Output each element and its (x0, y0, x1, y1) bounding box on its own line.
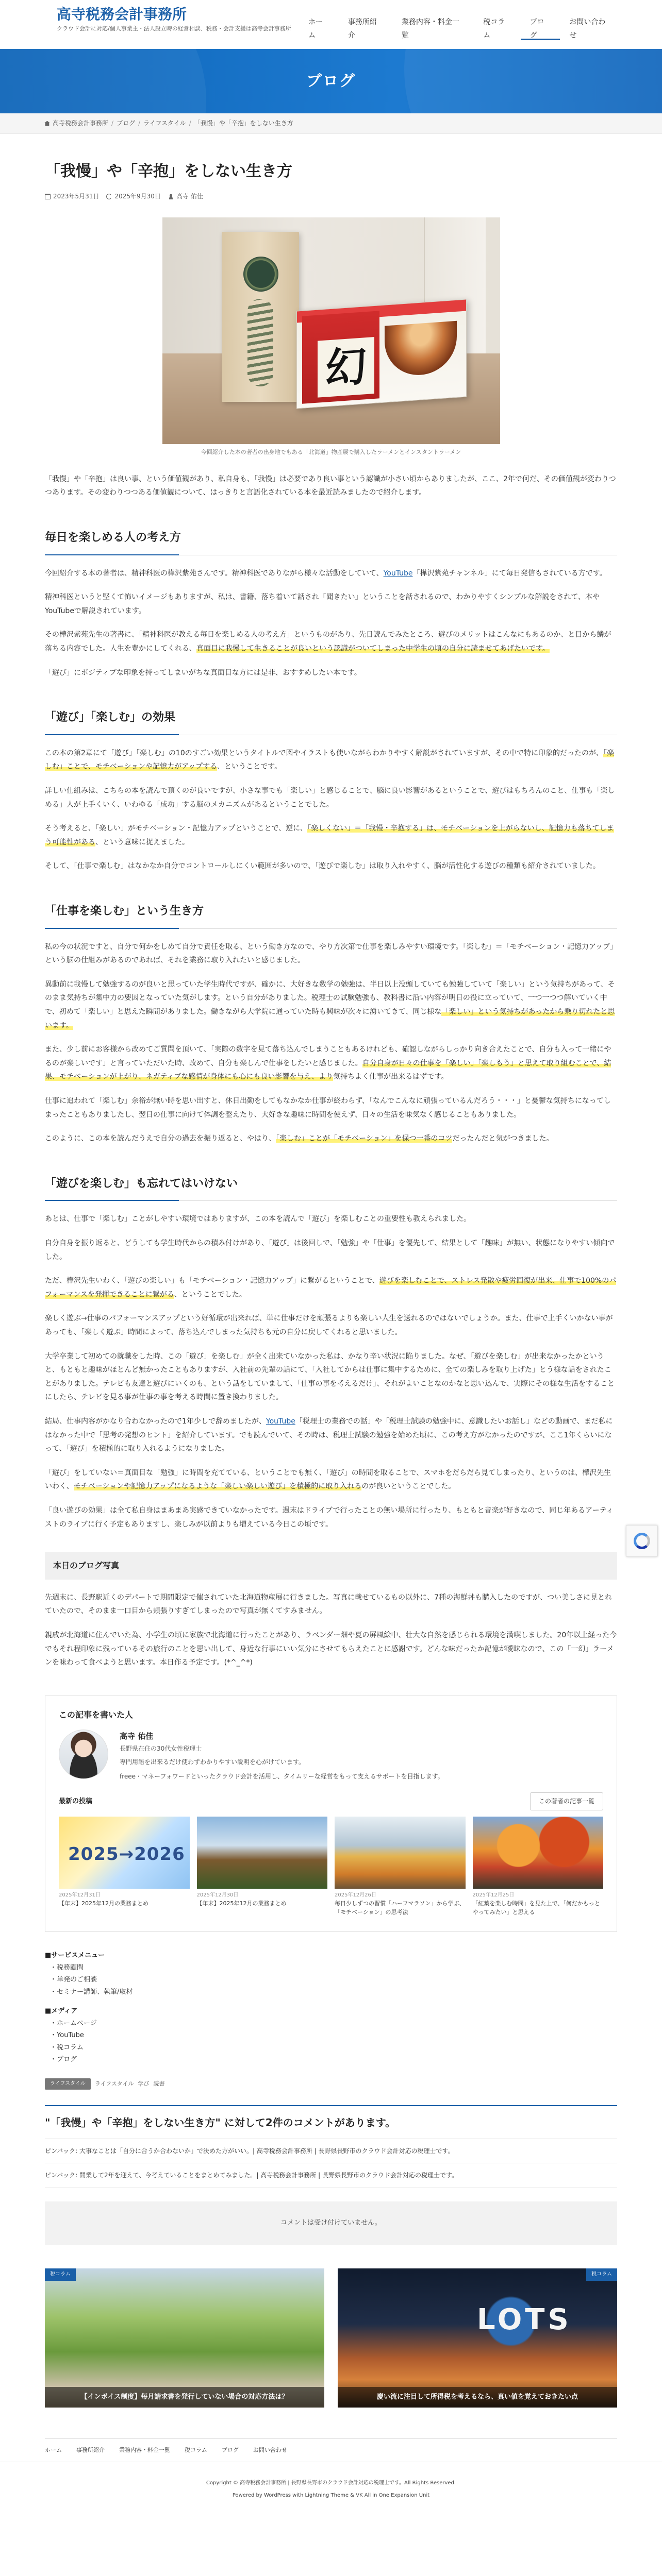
recent-post-card[interactable] (335, 1817, 466, 1917)
paragraph: 親戚が北海道に住んでいた為、小学生の頃に家族で北海道に行ったことがあり、ラベンダー畑や夏の屏風絵中、壮大な自然を感じられる環境を満喫しました。20年以上経った今でもそれ程印象に残っているその旅行のことを思い出して、身近な行事にいい気分にさせてもらえたことに感謝です。どんな味だったか記憶が曖昧なので、この「一幻」ラーメンを味わって食べようと思います。本日作る予定です。(*^_^*) (45, 1631, 617, 1667)
avatar (59, 1730, 108, 1779)
footer-nav-about[interactable]: 事務所紹介 (76, 2446, 105, 2453)
pingback-item[interactable]: ピンバック: 開業して2年を迎えて、今考えていることをまとめてみました。| 高寺税務会計事務所 | 長野県長野市のクラウド会計対応の税理士です。 (45, 2163, 617, 2188)
paragraph: また、少し前にお客様から改めてご質問を頂いて、「実際の数字を見て落ち込んでしまうこともあるけれども、確認しながらしっかり向き合えたことで、自分も入って一緒にやるのが楽しいです」と言っていただいた時、改めて、自分も楽しんで仕事をしたいと感じました。自分自身が日々の仕事を「楽しい」「楽しもう」と思えて取り組むことで、結果、モチベーションが上がり、ネガティブな感情が身体にも心にも良い影響を与え、より気持ちよく仕事が出来るはずです。 (45, 1045, 611, 1081)
footer-nav-tax-column[interactable]: 税コラム (185, 2446, 207, 2453)
footer-nav-services[interactable]: 業務内容・料金一覧 (119, 2446, 170, 2453)
highlight: 自分自身が日々の仕事を「楽しい」「楽しもう」と思えて取り組むことで、結果、モチベーションが上がり、ネガティブな感情が身体にも心にも良い影響を与え、より (45, 1059, 611, 1081)
recent-post-card[interactable] (473, 1817, 604, 1917)
post-title[interactable]: 【年末】2025年12月の業務まとめ (59, 1900, 148, 1907)
related-posts (45, 2268, 617, 2408)
author-posts-button[interactable]: この著者の記事一覧 (530, 1792, 603, 1810)
post-title[interactable]: 「紅葉を楽しむ時間」を見た上で、「何だかもっとやってみたい」と思える (472, 1900, 600, 1916)
comments-section (45, 2105, 617, 2244)
recaptcha-icon (634, 1533, 650, 1549)
breadcrumb-blog[interactable]: ブログ (117, 120, 136, 127)
section-heading: 毎日を楽しめる人の考え方 (45, 522, 617, 555)
comments-closed-notice: コメントは受け付けていません。 (45, 2201, 617, 2245)
breadcrumb (0, 113, 662, 134)
paragraph: 私の今の状況ですと、自分で何かをしめて自分で責任を取る、という働き方なので、やり方次第で仕事を楽しみやすい環境です。「楽しむ」＝「モチベーション・記憶力アップ」という脳の仕組みがあるのであれば、それを業務に取り入れたいと感じました。 (45, 942, 614, 965)
published-date: 2023年5月31日 (45, 191, 99, 202)
paragraph: 結局、仕事内容がかなり合わなかったので1年少しで辞めましたが、YouTube「税理士の業務での話」や「税理士試験の勉強中に、意識したいお話し」などの動画で、まだ私にはなかった中で「思考の発想のヒント」を紹介しています。でも読んでいて、その時は、税理士試験の勉強を始めた頃に、この考え方がなかったのですが、ここ1年くらいになって、「遊び」を積極的に取り入れるようになりました。 (45, 1417, 613, 1453)
section-heading: 「仕事を楽しむ」という生き方 (45, 896, 617, 929)
paragraph: その樺沢紫苑先生の著書に、「精神科医が教える毎日を楽しめる人の考え方」というものがあり、先日読んでみたところ、遊びのメリットはこんなにもあるのか、と目から鱗が落ちる内容でした。人生を豊かにしてくれる、真面目に我慢して生きることが良いという認識がついてしまった中学生の頃の自分に読ませてあげたいです。 (45, 631, 611, 653)
home-icon (44, 121, 50, 126)
media-menu-item[interactable]: ・YouTube (50, 2031, 84, 2040)
nav-about[interactable]: 事務所紹介 (347, 18, 377, 40)
post-thumbnail[interactable] (197, 1817, 328, 1889)
tag-link[interactable]: 学び (138, 2080, 150, 2087)
media-menu-heading: ■メディア (45, 2007, 78, 2015)
media-menu-item[interactable]: ・ホームページ (50, 2020, 97, 2028)
post-date: 2025年12月25日 (472, 1892, 515, 1898)
recaptcha-badge[interactable] (626, 1525, 658, 1557)
breadcrumb-separator: / (111, 120, 114, 127)
paragraph: 「遊び」をしていない＝真面目な「勉強」に時間を充てている、ということでも無く、「遊び」の時間を取ることで、スマホをだらだら見てしまったり、というのは、樺沢先生いわく、モチベーションや記憶力アップになるような「楽しい楽しい遊び」を積極的に取り入れるのが良いということでした。 (45, 1468, 611, 1491)
recent-post-card[interactable] (197, 1817, 328, 1917)
author-role: 長野県在住の30代女性税理士 (120, 1745, 202, 1753)
media-menu-item[interactable]: ・ブログ (50, 2056, 77, 2064)
page-band-title: ブログ (306, 72, 356, 90)
paragraph: あとは、仕事で「楽しむ」ことがしやすい環境ではありますが、この本を読んで「遊び」を楽しむことの重要性も教えられました。 (45, 1215, 471, 1224)
paragraph: 今回紹介する本の著者は、精神科医の樺沢紫苑さんです。精神科医でありながら様々な活動をしていて、YouTube「樺沢紫苑チャンネル」にて毎日発信もされている方です。 (45, 569, 607, 578)
figure-caption: 今回紹介した本の著者の出身地でもある「北海道」物産展で購入したラーメンとインスタントラーメン (201, 449, 461, 456)
footer-nav-home[interactable]: ホーム (45, 2446, 62, 2453)
post-thumbnail[interactable] (335, 1817, 466, 1889)
service-menu-heading: ■サービスメニュー (45, 1951, 105, 1959)
comments-title: "「我慢」や「辛抱」をしない生き方" に対して2件のコメントがあります。 (45, 2105, 617, 2139)
thumbnail-text: 2025→2026 (68, 1843, 185, 1865)
paragraph: 大学卒業して初めての就職をした時、この「遊び」を楽しむ」が全く出来ていなかった私は、かなり辛い状況に陥りました。なぜ、「遊びを楽しむ」が出来なかったかというと、もともと趣味がほとんど無かったこともありますが、入社前の先輩の話にて、「入社してからは仕事に集中するために、全ての楽しみを取り上げた」とう様な話をされたことがありました。テレビも友達と遊びにいくのも、という話をしていまして、「仕事の事を考えるだけ」、それがよいことなのかなと思い込んで、実際にその様な生活をすることにしたら、テレビを見る事が仕事の事を考える時間に置き換わりました。 (45, 1352, 615, 1402)
highlight: 「楽しい」という気持ちがあったから乗り切れたと思います。 (45, 1008, 615, 1030)
highlight: 真面目に我慢して生きることが良いという認識がついてしまった中学生の頃の自分に読ませてあげたいです。 (196, 644, 550, 653)
nav-contact[interactable]: お問い合わせ (569, 18, 606, 40)
tag-link[interactable]: 読書 (153, 2080, 165, 2087)
post-date: 2025年12月31日 (59, 1892, 101, 1898)
thumbnail-text: LOTS (477, 2302, 572, 2336)
service-menu-item[interactable]: ・税務顧問 (50, 1963, 84, 1972)
author-bio-2: freee・マネーフォワードといったクラウド会計を活用し、タイムリーな経営をもって支えるサポートを目指します。 (120, 1772, 444, 1780)
site-header (0, 0, 662, 49)
service-menu-item[interactable]: ・単発のご相談 (50, 1976, 97, 1984)
post-date: 2025年12月26日 (335, 1892, 376, 1898)
related-post-title[interactable]: 【インボイス制度】毎月請求書を発行していない場合の対応方法は？ (45, 2387, 324, 2408)
entry-tags (45, 2078, 617, 2090)
highlight: モチベーションや記憶力アップになるような「楽しい楽しい遊び」を積極的に取り入れる (73, 1482, 362, 1491)
brand[interactable] (57, 5, 299, 33)
author-name: 高寺 佑佳 (120, 1732, 154, 1741)
nav-services[interactable]: 業務内容・料金一覧 (401, 18, 459, 40)
footer-nav-contact[interactable]: お問い合わせ (253, 2446, 287, 2453)
calendar-icon (45, 194, 51, 199)
entry-author[interactable]: 高寺 佑佳 (168, 191, 203, 202)
paragraph: このように、この本を読んだうえで自分の過去を振り返ると、やはり、「楽しむ」ことが「モチベーション」を保つ一番のコツだったんだと気がつきました。 (45, 1134, 554, 1143)
media-menu (45, 2005, 617, 2066)
refresh-icon (106, 194, 112, 199)
breadcrumb-home[interactable]: 高寺税務会計事務所 (53, 120, 109, 127)
paragraph: そう考えると、「楽しい」がモチベーション・記憶力アップということで、逆に、「楽しくない」＝「我慢・辛抱する」は、モチベーションを上がらないし、記憶力も落ちてしまう可能性がある、という意味に捉えました。 (45, 824, 614, 846)
highlight: 「楽しむ」ことで、モチベーションや記憶力がアップする (45, 749, 615, 771)
breadcrumb-separator: / (138, 120, 141, 127)
youtube-link[interactable]: YouTube (383, 569, 413, 578)
global-nav (299, 20, 621, 40)
related-post-card[interactable] (338, 2268, 617, 2408)
related-category-label: 税コラム (45, 2268, 76, 2281)
intro-paragraph: 「我慢」や「辛抱」は良い事、という価値観があり、私自身も、「我慢」は必要であり良い事という認識が小さい頃からありましたが、ここ、2年で何だ、その価値観が変わりつつあります。その変わりつつある価値観について、はっきりと言語化されている本を最近読みましたので紹介します。 (45, 474, 616, 497)
paragraph: そして、「仕事で楽しむ」はなかなか自分でコントロールしにくい範囲が多いので、「遊びで楽しむ」は取り入れやすく、脳が活性化する遊びの種類も紹介されていました。 (45, 862, 600, 871)
nav-blog[interactable]: ブログ (521, 20, 560, 40)
user-icon (168, 194, 174, 199)
post-thumbnail[interactable] (473, 1817, 604, 1889)
paragraph: 「遊び」にポジティブな印象を持ってしまいがちな真面目な方には是非、おすすめしたい本です。 (45, 668, 361, 677)
paragraph: 詳しい仕組みは、こちらの本を読んで頂くのが良いですが、小さな事でも「楽しい」と感じることで、脳に良い影響があるということで、遊びはもちろんのこと、仕事も「楽しめる」人が上手くいく、いわゆる「成功」する脳のメカニズムがあるということでした。 (45, 787, 615, 809)
section-heading: 「遊びを楽しむ」も忘れてはいけない (45, 1168, 617, 1201)
article-figure (162, 217, 500, 457)
footer-copyright: Copyright © 高寺税務会計事務所 | 長野県長野市のクラウド会計対応の税理士です。All Rights Reserved. (0, 2462, 662, 2492)
breadcrumb-current: 「我慢」や「辛抱」をしない生き方 (194, 120, 293, 127)
paragraph: ただ、樺沢先生いわく、「遊びの楽しい」も「モチベーション・記憶力アップ」に繋がるということで、遊びを楽しむことで、ストレス発散や疲労回復が出来、仕事で100%のパフォーマンスを発揮できることに繋がる、ということでした。 (45, 1277, 617, 1299)
pingback-item[interactable]: ピンバック: 大事なことは「自分に合うか合わないか」で決めた方がいい。| 高寺税務会計事務所 | 長野県長野市のクラウド会計対応の税理士です。 (45, 2139, 617, 2163)
updated-date: 2025年9月30日 (106, 191, 160, 202)
category-pill[interactable]: ライフスタイル (45, 2078, 91, 2090)
paragraph: 楽しく遊ぶ→仕事のパフォーマンスアップという好循環が出来れば、単に仕事だけを頑張るよりも楽しい人生を送れるのではないでしょうか。また、仕事で上手くいかない事があっても、「楽しく遊ぶ」時間によって、落ち込んでしまった気持ちも元の自分に戻してくれると思いました。 (45, 1314, 613, 1337)
post-date: 2025年12月30日 (196, 1892, 239, 1898)
highlight: 遊びを楽しむことで、ストレス発散や疲労回復が出来、仕事で100%のパフォーマンスを発揮できることに繋がる (45, 1277, 617, 1299)
entry-title: 「我慢」や「辛抱」をしない生き方 (45, 162, 292, 180)
author-box-heading: この記事を書いた人 (59, 1709, 134, 1720)
footer-powered-by[interactable]: Powered by WordPress with Lightning Theme & VK All in One Expansion Unit (232, 2493, 430, 2499)
footer-nav (45, 2438, 617, 2462)
paragraph: 先週末に、長野駅近くのデパートで期間限定で催されていた北海道物産展に行きました。写真に載せているもの以外に、7種の海鮮丼も購入したのですが、つい美しさに見とれていたので、そのまま一口目から頬張りすぎてしまったので写真が無くてすみません。 (45, 1593, 613, 1616)
paragraph: 自分自身を振り返ると、どうしても学生時代からの積み付けがあり、「遊び」は後回しで、「勉強」や「仕事」を優先して、結果として「趣味」が無い、状態になりやすい傾向でした。 (45, 1239, 615, 1261)
author-box (45, 1696, 617, 1932)
recent-posts-grid (59, 1817, 603, 1917)
site-description: クラウド会計に対応/個人事業主・法人設立時の経営相談、税務・会計支援は高寺会計事務所 (57, 25, 291, 32)
media-menu-item[interactable]: ・税コラム (50, 2043, 84, 2052)
post-title[interactable]: 【年末】2025年12月の業務まとめ (196, 1900, 287, 1907)
related-post-card[interactable] (45, 2268, 324, 2408)
footer-nav-blog[interactable]: ブログ (221, 2446, 239, 2453)
highlight: 「楽しくない」＝「我慢・辛抱する」は、モチベーションを上がらないし、記憶力も落ちてしまう可能性がある (45, 824, 614, 846)
related-category-label: 税コラム (586, 2268, 617, 2281)
tag-link[interactable]: ライフスタイル (94, 2080, 134, 2087)
section-bar-heading: 本日のブログ写真 (45, 1552, 617, 1580)
page-header-band (0, 49, 662, 113)
breadcrumb-category[interactable]: ライフスタイル (143, 120, 186, 127)
post-title[interactable]: 毎日少しずつの習慣「ハーフマラソン」から学ぶ、「モチベーション」の思考法 (335, 1900, 465, 1916)
paragraph: この本の第2章にて「遊び」「楽しむ」の10のすごい効果というタイトルで図やイラストも使いながらわかりやすく解説がされていますが、その中で特に印象的だったのが、「楽しむ」ことで、モチベーションや記憶力がアップする、ということです。 (45, 749, 615, 771)
author-bio-1: 専門用語を出来るだけ使わずわかりやすい説明を心がけています。 (120, 1758, 305, 1766)
service-menu-item[interactable]: ・セミナー講師、執筆/取材 (50, 1988, 133, 1996)
related-post-title[interactable]: 慶い流に注目して所得税を考えるなら、真い値を覚えておきたい点 (338, 2387, 617, 2408)
site-title[interactable]: 高寺税務会計事務所 (57, 6, 187, 23)
nav-tax-column[interactable]: 税コラム (483, 18, 505, 40)
paragraph: 異動前に我慢して勉強するのが良いと思っていた学生時代ですが、確かに、大好きな数学の勉強は、半日以上没頭していても勉強していて「楽しい」という気持ちがあって、そのまま気持ちが集中力の要因となっていた気がします。という自分がありました。税理士の試験勉強も、教科書に沿い内容が明日の役に立っていて、一つ一つつ解いていく中で、初めて「楽しい」と思えた瞬間がありました。働きながら大学院に通っていた時も興味が次々に湧いてきて、同じ様な「楽しい」という気持ちがあったから乗り切れたと思います。 (45, 980, 615, 1030)
nav-home[interactable]: ホーム (308, 18, 323, 40)
breadcrumb-separator: / (189, 120, 191, 127)
article-photo: 幻 (162, 217, 500, 444)
entry-meta (45, 191, 617, 202)
recent-post-card[interactable] (59, 1817, 190, 1917)
post-thumbnail[interactable] (59, 1817, 190, 1889)
paragraph: 仕事に追われて「楽しむ」余裕が無い時を思い出すと、休日出勤をしてもなかなか仕事が終わらず、「なんでこんなに頑張っているんだろう・・・」と憂鬱な気持ちになってしまったこともありましたし、翌日の仕事に向けて体調を整えたり、大好きな趣味に時間を使えず、日々の生活を味気なく感じることもありました。 (45, 1097, 611, 1119)
youtube-link[interactable]: YouTube (266, 1417, 295, 1426)
paragraph: 「良い遊びの効果」は全て私自身はまあまあ実感できていなかったです。週末はドライブで行ったことの無い場所に行ったり、もともと音楽が好きなので、同じ年あるアーティストのライブに行く予定もありますし、楽しみが以前よりも増えている今日この頃です。 (45, 1506, 614, 1529)
main-content (45, 134, 617, 2408)
recent-posts-heading: 最新の投稿 (59, 1797, 93, 1805)
paragraph: 精神科医というと堅くて怖いイメージもありますが、私は、書籍、落ち着いて話され「聞きたい」ということを話されるので、わかりやすくシンプルな解説をされて、本やYouTubeで解説されています。 (45, 593, 600, 615)
section-heading: 「遊び」「楽しむ」の効果 (45, 702, 617, 735)
highlight: 「楽しむ」ことが「モチベーション」を保つ一番のコツ (276, 1134, 453, 1143)
service-menu (45, 1950, 617, 1998)
